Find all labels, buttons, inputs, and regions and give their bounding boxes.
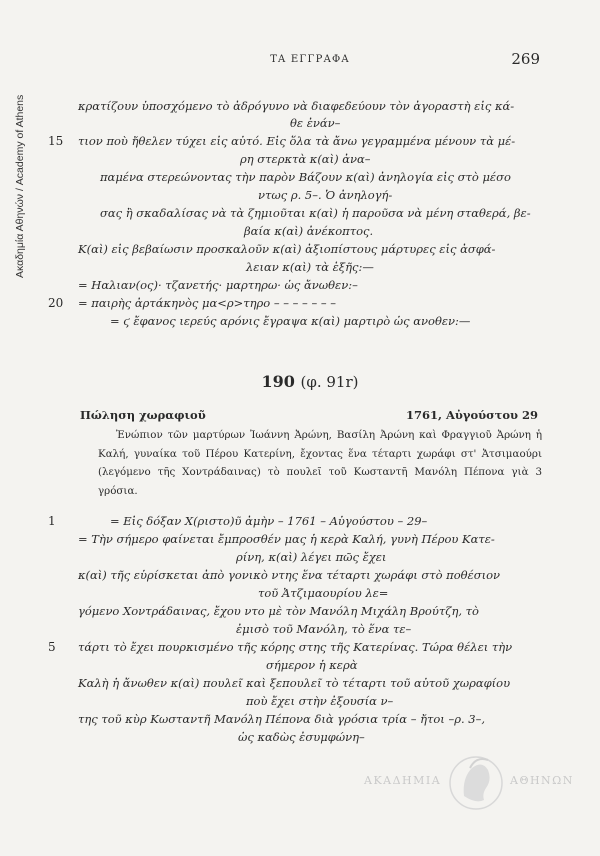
line-number: 20	[48, 296, 64, 310]
line-number: 5	[48, 640, 56, 654]
text-line: ντως ρ. 5–. Ὁ ἀνηλογή-	[258, 188, 393, 202]
running-header	[80, 52, 540, 68]
watermark-left-text: ΑΚΑΔΗΜΙΑ	[364, 774, 442, 787]
document-date: 1761, Αὐγούστου 29	[405, 408, 538, 422]
text-line: παμένα στερεώνοντας τὴν παρὸν Βάζουν κ(αὶ) ἀνηλογία εἰς στὸ μέσο	[100, 170, 511, 184]
text-line: ποὺ ἔχει στὴν ἐξουσία ν–	[246, 694, 394, 708]
athena-head-icon	[448, 750, 504, 816]
text-line: θε ἐνάν–	[290, 116, 341, 130]
text-line: κ(αὶ) τῆς εὑρίσκεται ἀπὸ γονικὸ ντης ἕνα τέταρτι χωράφι στὸ ποθέσιον	[78, 568, 501, 582]
text-line: ἐμισὸ τοῦ Μανόλη, τὸ ἕνα τε–	[236, 622, 412, 636]
text-line: λειαν κ(αὶ) τὰ ἑξῆς:—	[246, 260, 374, 274]
text-line: = Τὴν σήμερο φαίνεται ἔμπροσθέν μας ἡ κερὰ Καλή, γυνὴ Πέρου Κατε-	[78, 532, 495, 546]
line-number: 1	[48, 514, 56, 528]
text-line: ὡς καδὼς ἐσυμφώνη–	[238, 730, 365, 744]
text-line: βαία κ(αὶ) ἀνέκοπτος.	[244, 224, 374, 238]
document-summary: Ἐνώπιον τῶν μαρτύρων Ἰωάννη Ἀρώνη, Βασίλη Ἀρώνη καὶ Φραγγιοῦ Ἀρώνη ἡ Καλή, γυναίκα τοῦ Πέρου Κατερίνη, ἔχοντας ἕνα τέταρτι χωράφι στ' Ἀτσιμαούρι (λεγόμενο τῆς Χοντράδαινας) τὸ πουλεῖ τοῦ Κωσταντῆ Μανόλη Πέπονα γιὰ 3 γρόσια.	[98, 429, 542, 497]
witness-line: = παιρὴς ἀρτάκηνὸς μα<ρ>τηρο – – – – – – –	[78, 296, 337, 310]
witness-line: = Ηαλιαν(ος)· τζανετής· μαρτηρω· ὡς ἄνωθεν:–	[78, 278, 358, 292]
scribe-line: = ϛ ἔφανος ιερεύς αρόνις ἔγραψα κ(αὶ) μαρτιρὸ ὡς ανοθεν:—	[110, 314, 471, 328]
text-line: = Εἰς δόξαν Χ(ριστο)ῦ ἀμὴν – 1761 – Αὐγούστου – 29–	[110, 514, 428, 528]
text-line: σας ἢ σκαδαλίσας νὰ τὰ ζημιοῦται κ(αὶ) ἡ παροῦσα νὰ μένη σταθερά, βε-	[100, 206, 531, 220]
watermark-right-text: ΑΘΗΝΩΝ	[510, 774, 574, 787]
document-subject: Πώληση χωραφιοῦ	[80, 408, 206, 422]
text-line: Καλὴ ἡ ἄνωθεν κ(αὶ) πουλεῖ καὶ ξεπουλεῖ τὸ τέταρτι τοῦ αὐτοῦ χωραφίου	[78, 676, 511, 690]
document-title	[80, 372, 540, 391]
text-line: τιον ποὺ ἤθελεν τύχει εἰς αὐτό. Εἰς ὅλα τὰ ἄνω γεγραμμένα μένουν τὰ μέ-	[78, 134, 516, 148]
academy-watermark	[360, 750, 574, 820]
document-folio: (φ. 91r)	[300, 373, 359, 391]
document-number: 190	[261, 372, 295, 391]
text-line: τάρτι τὸ ἔχει πουρκισμένο τῆς κόρης στης τῆς Κατερίνας. Τώρα θέλει τὴν	[78, 640, 513, 654]
text-line: ρίνη, κ(αὶ) λέγει πῶς ἔχει	[236, 550, 387, 564]
text-line: Κ(αὶ) εἰς βεβαίωσιν προσκαλοῦν κ(αὶ) ἀξιοπίστους μάρτυρες εἰς ἀσφά-	[78, 242, 496, 256]
text-line: σήμερον ἡ κερὰ	[266, 658, 358, 672]
archive-side-label: Ακαδημία Αθηνών / Academy of Athens	[14, 94, 26, 278]
header-title: ΤΑ ΕΓΓΡΑΦΑ	[270, 54, 350, 65]
line-number: 15	[48, 134, 64, 148]
text-line: γόμενο Χοντράδαινας, ἔχου ντο μὲ τὸν Μανόλη Μιχάλη Βρούτζη, τὸ	[78, 604, 479, 618]
text-line: της τοῦ κὺρ Κωσταντῆ Μανόλη Πέπονα διὰ γρόσια τρία – ἤτοι –ρ. 3–,	[78, 712, 485, 726]
text-line: ρη στερκτὰ κ(αὶ) ἀνα–	[240, 152, 371, 166]
page-number: 269	[511, 50, 540, 68]
text-line: κρατίζουν ὑποσχόμενο τὸ ἀδρόγυνο νὰ διαφεδεύουν τὸν ἀγοραστὴ εἰς κά-	[78, 99, 515, 113]
text-line: τοῦ Ἀτζιμαουρίου λε=	[258, 586, 389, 600]
